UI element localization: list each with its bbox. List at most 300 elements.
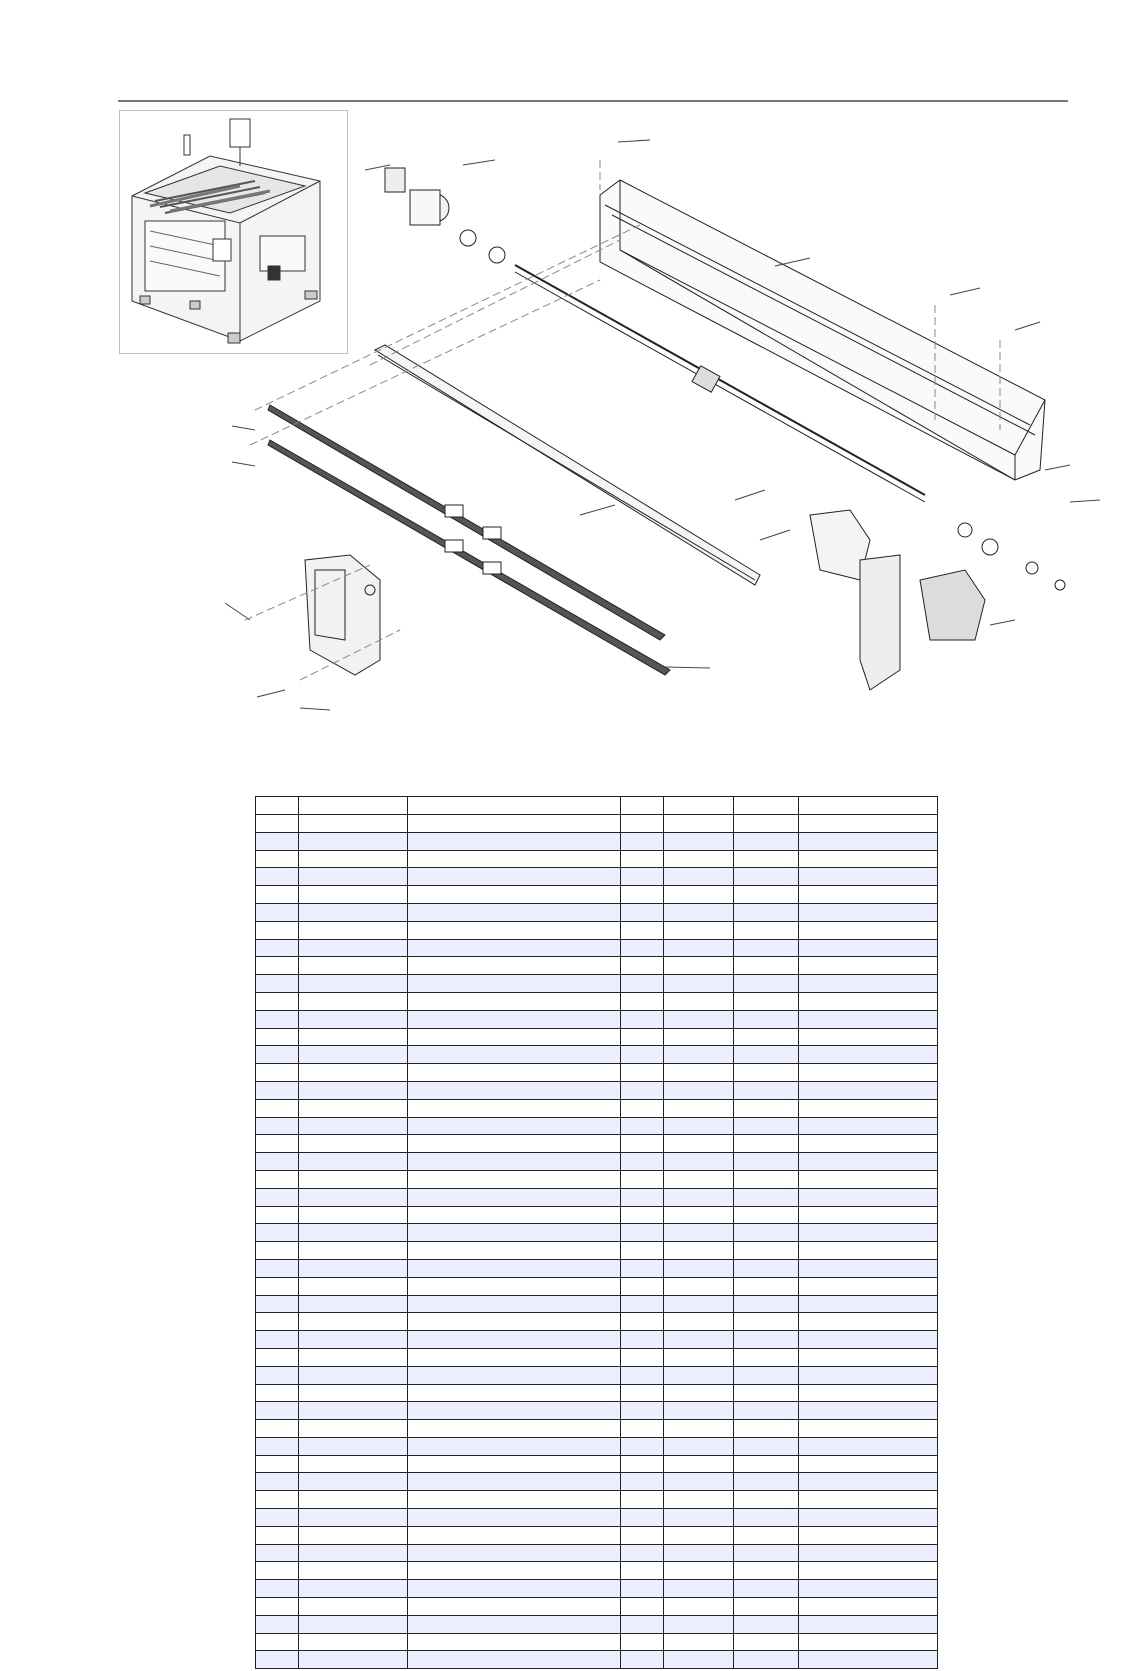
- table-cell: [799, 1117, 938, 1135]
- table-cell: [734, 1402, 799, 1420]
- table-cell: [621, 1509, 664, 1527]
- table-cell: [799, 1259, 938, 1277]
- table-cell: [799, 1598, 938, 1616]
- table-cell: [799, 1028, 938, 1046]
- table-row: [256, 1437, 938, 1455]
- table-cell: [664, 1420, 734, 1438]
- table-row: [256, 1366, 938, 1384]
- table-cell: [299, 903, 408, 921]
- table-cell: [664, 975, 734, 993]
- table-cell: [299, 1544, 408, 1562]
- table-cell: [734, 1526, 799, 1544]
- table-cell: [299, 1170, 408, 1188]
- table-cell: [734, 1313, 799, 1331]
- table-cell: [621, 1081, 664, 1099]
- table-cell: [408, 1277, 621, 1295]
- table-cell: [734, 1366, 799, 1384]
- table-cell: [664, 1259, 734, 1277]
- table-cell: [734, 992, 799, 1010]
- header-cell: [799, 797, 938, 815]
- table-cell: [664, 1206, 734, 1224]
- table-row: [256, 1135, 938, 1153]
- table-cell: [799, 975, 938, 993]
- table-row: [256, 1455, 938, 1473]
- table-cell: [256, 1420, 299, 1438]
- table-cell: [799, 921, 938, 939]
- table-cell: [408, 1473, 621, 1491]
- table-cell: [664, 868, 734, 886]
- table-cell: [299, 921, 408, 939]
- table-cell: [664, 1651, 734, 1669]
- table-row: [256, 1064, 938, 1082]
- table-cell: [256, 1580, 299, 1598]
- table-cell: [734, 903, 799, 921]
- table-cell: [256, 1473, 299, 1491]
- table-cell: [664, 1437, 734, 1455]
- table-cell: [799, 1046, 938, 1064]
- table-cell: [621, 815, 664, 833]
- table-cell: [256, 815, 299, 833]
- table-cell: [734, 1331, 799, 1349]
- table-cell: [734, 886, 799, 904]
- table-cell: [621, 1206, 664, 1224]
- table-cell: [408, 1046, 621, 1064]
- table-row: [256, 1081, 938, 1099]
- table-cell: [621, 1598, 664, 1616]
- table-cell: [256, 1562, 299, 1580]
- table-cell: [734, 1010, 799, 1028]
- table-cell: [408, 1384, 621, 1402]
- table-cell: [734, 1117, 799, 1135]
- table-cell: [408, 850, 621, 868]
- table-cell: [256, 1633, 299, 1651]
- table-cell: [299, 815, 408, 833]
- table-cell: [621, 1473, 664, 1491]
- table-cell: [256, 921, 299, 939]
- table-cell: [256, 1242, 299, 1260]
- table-cell: [799, 1242, 938, 1260]
- table-row: [256, 1153, 938, 1171]
- table-cell: [256, 1509, 299, 1527]
- table-row: [256, 992, 938, 1010]
- table-cell: [799, 1206, 938, 1224]
- table-cell: [408, 868, 621, 886]
- table-cell: [799, 903, 938, 921]
- table-cell: [299, 1010, 408, 1028]
- table-cell: [256, 992, 299, 1010]
- header-cell: [734, 797, 799, 815]
- table-cell: [256, 1598, 299, 1616]
- table-cell: [664, 1010, 734, 1028]
- table-cell: [299, 850, 408, 868]
- table-cell: [799, 939, 938, 957]
- table-cell: [734, 1081, 799, 1099]
- table-cell: [256, 1277, 299, 1295]
- table-cell: [299, 992, 408, 1010]
- table-cell: [256, 957, 299, 975]
- table-cell: [621, 1633, 664, 1651]
- table-cell: [408, 886, 621, 904]
- table-cell: [408, 1366, 621, 1384]
- table-cell: [621, 1437, 664, 1455]
- table-cell: [299, 1615, 408, 1633]
- table-cell: [799, 1437, 938, 1455]
- table-cell: [799, 1615, 938, 1633]
- table-cell: [799, 1633, 938, 1651]
- motor-assembly: [810, 510, 1065, 690]
- table-cell: [621, 1117, 664, 1135]
- table-cell: [621, 1526, 664, 1544]
- table-header-row: [256, 797, 938, 815]
- table-cell: [664, 1224, 734, 1242]
- table-cell: [299, 1651, 408, 1669]
- table-cell: [621, 1153, 664, 1171]
- table-row: [256, 939, 938, 957]
- table-cell: [299, 1277, 408, 1295]
- table-row: [256, 1473, 938, 1491]
- table-cell: [256, 1117, 299, 1135]
- table-cell: [799, 1420, 938, 1438]
- table-cell: [299, 1046, 408, 1064]
- table-cell: [734, 850, 799, 868]
- table-cell: [256, 1224, 299, 1242]
- table-cell: [664, 1117, 734, 1135]
- table-cell: [799, 1402, 938, 1420]
- table-cell: [256, 1313, 299, 1331]
- table-cell: [799, 1544, 938, 1562]
- table-row: [256, 1028, 938, 1046]
- table-cell: [621, 1242, 664, 1260]
- table-cell: [408, 1099, 621, 1117]
- table-cell: [664, 921, 734, 939]
- table-cell: [299, 886, 408, 904]
- table-row: [256, 832, 938, 850]
- header-cell: [299, 797, 408, 815]
- table-cell: [664, 1135, 734, 1153]
- table-cell: [664, 903, 734, 921]
- table-cell: [408, 815, 621, 833]
- table-cell: [408, 1331, 621, 1349]
- table-cell: [299, 1366, 408, 1384]
- table-cell: [664, 1188, 734, 1206]
- table-row: [256, 1046, 938, 1064]
- table-row: [256, 1331, 938, 1349]
- table-cell: [734, 1544, 799, 1562]
- table-row: [256, 1206, 938, 1224]
- table-row: [256, 1277, 938, 1295]
- table-cell: [256, 1206, 299, 1224]
- table-cell: [799, 1509, 938, 1527]
- table-cell: [799, 1348, 938, 1366]
- table-cell: [256, 868, 299, 886]
- table-cell: [408, 992, 621, 1010]
- header-cell: [256, 797, 299, 815]
- table-cell: [734, 1562, 799, 1580]
- table-cell: [799, 1455, 938, 1473]
- table-cell: [799, 1170, 938, 1188]
- table-cell: [734, 1455, 799, 1473]
- table-cell: [621, 939, 664, 957]
- table-cell: [408, 1259, 621, 1277]
- table-cell: [799, 1473, 938, 1491]
- table-cell: [256, 1170, 299, 1188]
- table-cell: [799, 1491, 938, 1509]
- table-cell: [621, 886, 664, 904]
- table-cell: [664, 1046, 734, 1064]
- table-row: [256, 1242, 938, 1260]
- table-cell: [664, 1099, 734, 1117]
- table-cell: [621, 1277, 664, 1295]
- table-cell: [664, 1081, 734, 1099]
- table-cell: [299, 1437, 408, 1455]
- table-cell: [256, 1135, 299, 1153]
- table-cell: [734, 1064, 799, 1082]
- table-row: [256, 1580, 938, 1598]
- table-row: [256, 957, 938, 975]
- table-row: [256, 1651, 938, 1669]
- table-cell: [664, 1348, 734, 1366]
- table-cell: [664, 1153, 734, 1171]
- table-row: [256, 1224, 938, 1242]
- table-cell: [256, 1064, 299, 1082]
- table-cell: [621, 1224, 664, 1242]
- table-cell: [408, 921, 621, 939]
- table-cell: [408, 1295, 621, 1313]
- table-cell: [299, 1117, 408, 1135]
- table-cell: [408, 1010, 621, 1028]
- table-cell: [799, 1331, 938, 1349]
- table-cell: [621, 1188, 664, 1206]
- table-cell: [734, 1509, 799, 1527]
- table-cell: [256, 1402, 299, 1420]
- table-cell: [664, 1615, 734, 1633]
- table-cell: [664, 1402, 734, 1420]
- table-cell: [734, 1651, 799, 1669]
- table-cell: [734, 1135, 799, 1153]
- table-cell: [799, 1366, 938, 1384]
- table-cell: [664, 1366, 734, 1384]
- table-cell: [621, 1348, 664, 1366]
- table-cell: [621, 1331, 664, 1349]
- table-row: [256, 1509, 938, 1527]
- table-cell: [799, 815, 938, 833]
- table-cell: [734, 1224, 799, 1242]
- table-cell: [299, 1064, 408, 1082]
- table-cell: [621, 832, 664, 850]
- table-cell: [299, 1633, 408, 1651]
- table-cell: [621, 1064, 664, 1082]
- table-cell: [256, 1295, 299, 1313]
- table-cell: [256, 1010, 299, 1028]
- table-cell: [734, 1295, 799, 1313]
- table-cell: [299, 1580, 408, 1598]
- table-cell: [664, 1509, 734, 1527]
- table-cell: [256, 1331, 299, 1349]
- table-cell: [621, 1046, 664, 1064]
- table-cell: [408, 1028, 621, 1046]
- table-cell: [734, 815, 799, 833]
- table-cell: [734, 1473, 799, 1491]
- table-cell: [408, 1651, 621, 1669]
- table-cell: [621, 1491, 664, 1509]
- table-cell: [621, 1259, 664, 1277]
- table-cell: [408, 1402, 621, 1420]
- table-cell: [799, 886, 938, 904]
- table-cell: [734, 1206, 799, 1224]
- table-cell: [299, 1099, 408, 1117]
- table-cell: [621, 1313, 664, 1331]
- table-cell: [408, 1562, 621, 1580]
- table-cell: [256, 975, 299, 993]
- table-cell: [621, 957, 664, 975]
- table-row: [256, 1633, 938, 1651]
- table-cell: [799, 868, 938, 886]
- table-cell: [799, 1277, 938, 1295]
- table-cell: [408, 1544, 621, 1562]
- table-cell: [734, 1046, 799, 1064]
- table-cell: [299, 1224, 408, 1242]
- table-row: [256, 1615, 938, 1633]
- table-cell: [799, 1526, 938, 1544]
- table-cell: [256, 1455, 299, 1473]
- table-cell: [408, 1491, 621, 1509]
- table-cell: [734, 1384, 799, 1402]
- table-cell: [408, 1064, 621, 1082]
- table-cell: [256, 1615, 299, 1633]
- table-row: [256, 1598, 938, 1616]
- table-cell: [734, 1598, 799, 1616]
- table-cell: [299, 1526, 408, 1544]
- table-cell: [799, 1224, 938, 1242]
- table-cell: [664, 815, 734, 833]
- table-cell: [299, 868, 408, 886]
- table-cell: [621, 921, 664, 939]
- table-cell: [408, 1081, 621, 1099]
- table-cell: [664, 886, 734, 904]
- table-cell: [799, 1384, 938, 1402]
- table-cell: [408, 975, 621, 993]
- table-cell: [299, 1598, 408, 1616]
- table-cell: [734, 1153, 799, 1171]
- table-row: [256, 886, 938, 904]
- table-cell: [734, 1028, 799, 1046]
- table-cell: [799, 1135, 938, 1153]
- table-cell: [734, 1188, 799, 1206]
- table-cell: [299, 1562, 408, 1580]
- table-row: [256, 1384, 938, 1402]
- table-cell: [299, 1188, 408, 1206]
- table-cell: [621, 1099, 664, 1117]
- table-row: [256, 850, 938, 868]
- table-cell: [256, 903, 299, 921]
- table-cell: [408, 957, 621, 975]
- table-cell: [256, 1188, 299, 1206]
- table-cell: [408, 1509, 621, 1527]
- table-cell: [621, 992, 664, 1010]
- table-cell: [621, 1402, 664, 1420]
- table-cell: [408, 1598, 621, 1616]
- table-cell: [408, 1206, 621, 1224]
- table-cell: [734, 1615, 799, 1633]
- table-cell: [621, 1135, 664, 1153]
- table-cell: [734, 1348, 799, 1366]
- table-row: [256, 921, 938, 939]
- table-cell: [299, 1259, 408, 1277]
- table-cell: [299, 1509, 408, 1527]
- table-cell: [299, 1135, 408, 1153]
- table-cell: [299, 1473, 408, 1491]
- table-cell: [408, 1348, 621, 1366]
- table-cell: [621, 1420, 664, 1438]
- exploded-assembly-drawing: [0, 0, 1123, 720]
- header-cell: [664, 797, 734, 815]
- table-cell: [408, 903, 621, 921]
- table-cell: [299, 1384, 408, 1402]
- table-cell: [299, 1295, 408, 1313]
- table-cell: [734, 975, 799, 993]
- table-cell: [299, 939, 408, 957]
- table-cell: [299, 1455, 408, 1473]
- table-cell: [408, 1224, 621, 1242]
- table-cell: [299, 1153, 408, 1171]
- table-cell: [256, 1437, 299, 1455]
- table-cell: [664, 1331, 734, 1349]
- table-cell: [256, 832, 299, 850]
- table-cell: [256, 850, 299, 868]
- table-cell: [621, 1384, 664, 1402]
- main-beam: [600, 180, 1045, 480]
- table-cell: [621, 1366, 664, 1384]
- table-row: [256, 1544, 938, 1562]
- table-cell: [408, 1188, 621, 1206]
- table-cell: [734, 1633, 799, 1651]
- table-cell: [299, 1313, 408, 1331]
- table-cell: [256, 1153, 299, 1171]
- table-cell: [799, 1064, 938, 1082]
- table-cell: [621, 1544, 664, 1562]
- table-cell: [408, 1615, 621, 1633]
- table-cell: [621, 1615, 664, 1633]
- table-cell: [799, 1313, 938, 1331]
- table-cell: [799, 832, 938, 850]
- table-cell: [799, 992, 938, 1010]
- table-row: [256, 975, 938, 993]
- table-cell: [799, 1580, 938, 1598]
- header-cell: [408, 797, 621, 815]
- table-cell: [734, 957, 799, 975]
- table-cell: [664, 850, 734, 868]
- table-cell: [621, 975, 664, 993]
- table-cell: [408, 1526, 621, 1544]
- table-row: [256, 1099, 938, 1117]
- header-cell: [621, 797, 664, 815]
- table-cell: [664, 1028, 734, 1046]
- table-cell: [799, 1562, 938, 1580]
- table-row: [256, 1259, 938, 1277]
- table-cell: [256, 1259, 299, 1277]
- table-cell: [299, 1420, 408, 1438]
- table-cell: [734, 939, 799, 957]
- table-cell: [621, 868, 664, 886]
- table-cell: [664, 1544, 734, 1562]
- table-cell: [621, 903, 664, 921]
- table-cell: [256, 1491, 299, 1509]
- table-cell: [408, 1420, 621, 1438]
- table-cell: [408, 1633, 621, 1651]
- table-cell: [621, 1455, 664, 1473]
- table-cell: [256, 1046, 299, 1064]
- table-cell: [799, 1010, 938, 1028]
